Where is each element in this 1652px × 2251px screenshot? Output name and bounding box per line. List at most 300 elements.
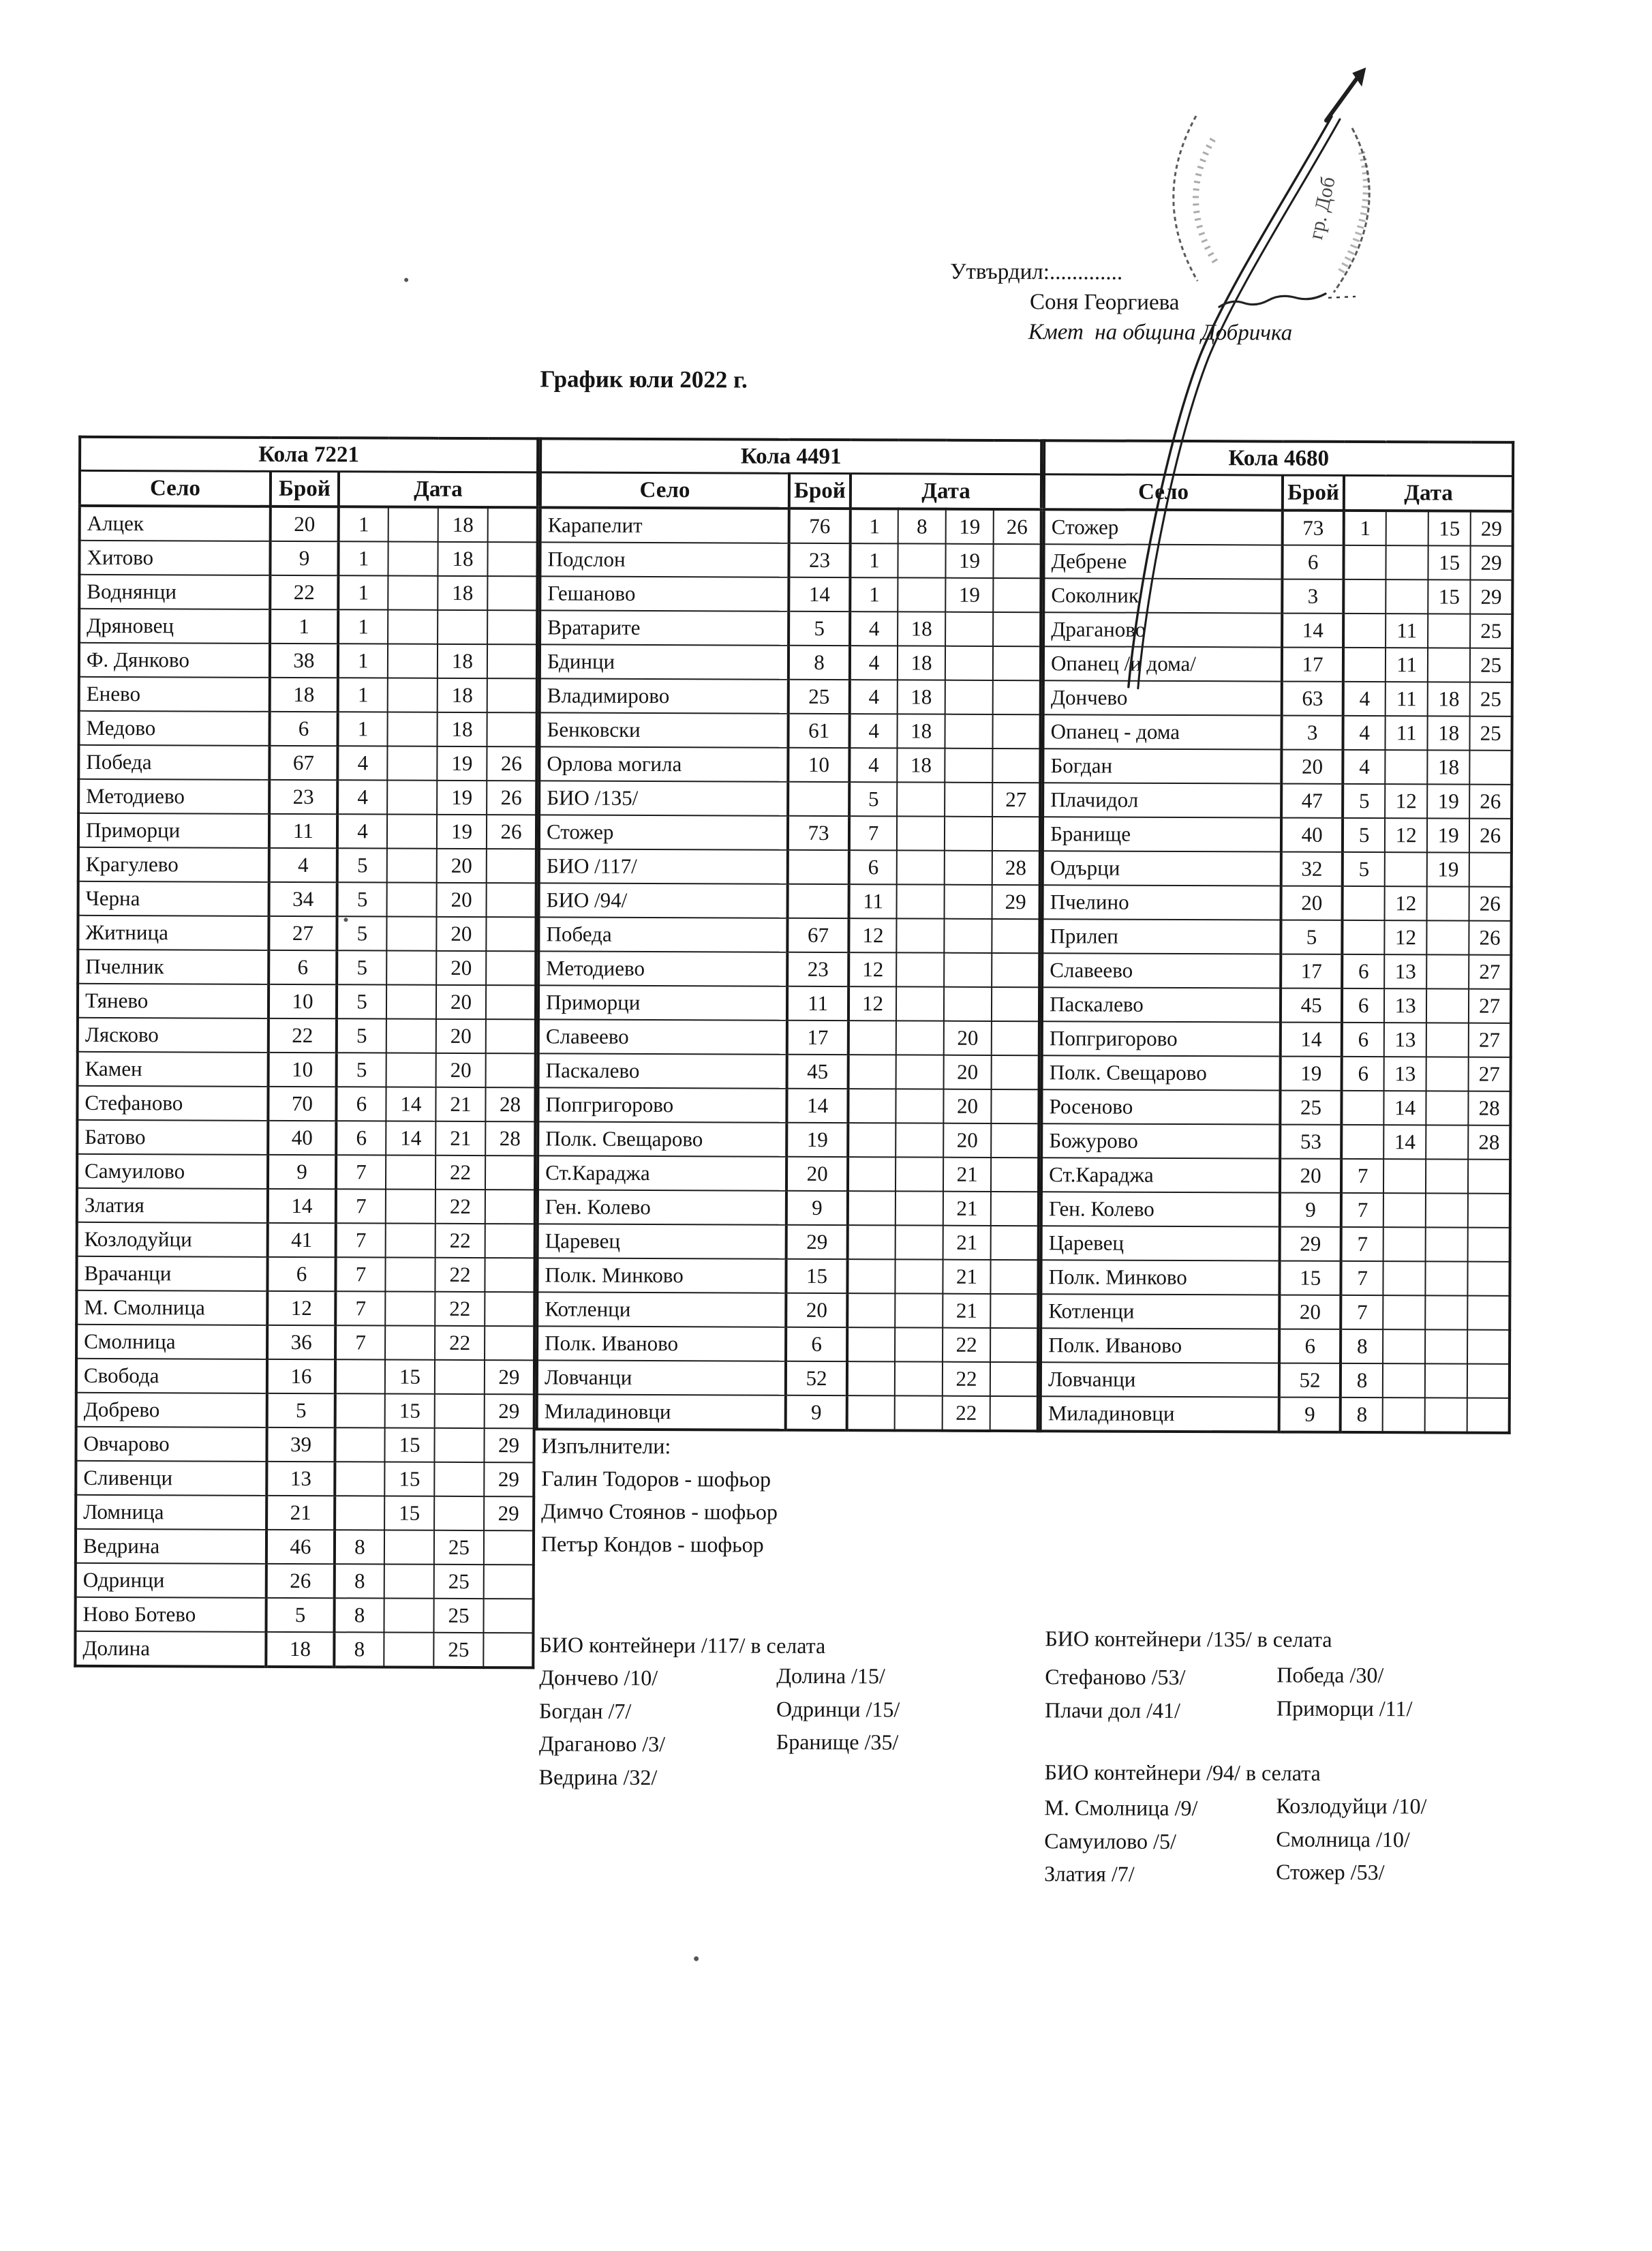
date-cell (485, 1292, 534, 1326)
col-header-count: Брой (1283, 475, 1344, 511)
village-cell: Карапелит (540, 507, 789, 543)
date-cell: 18 (1428, 716, 1470, 750)
date-cell: 25 (1470, 682, 1512, 716)
date-cell: 8 (334, 1632, 384, 1667)
count-cell: 17 (1281, 954, 1342, 988)
count-cell: 14 (786, 1089, 848, 1123)
count-cell: 53 (1280, 1125, 1341, 1159)
date-cell: 28 (485, 1087, 535, 1121)
village-cell: Тянево (78, 984, 269, 1018)
date-cell: 4 (850, 646, 898, 680)
date-cell: 7 (1341, 1159, 1383, 1193)
date-cell: 7 (335, 1257, 385, 1291)
date-cell (945, 714, 993, 749)
date-cell (1468, 1228, 1510, 1262)
count-cell: 67 (269, 746, 337, 780)
table-row (76, 1359, 534, 1395)
date-cell (386, 1019, 436, 1053)
count-cell: 9 (1280, 1193, 1341, 1227)
date-cell: 20 (436, 1019, 486, 1053)
pen-arrowhead (1352, 67, 1366, 87)
table-row (1041, 1362, 1510, 1398)
count-cell: 45 (787, 1055, 848, 1089)
date-cell (1428, 614, 1470, 648)
date-cell (990, 1362, 1038, 1396)
date-cell: 4 (850, 714, 898, 748)
count-cell: 5 (1281, 920, 1342, 954)
date-cell: 15 (384, 1496, 434, 1530)
table-row (79, 541, 537, 577)
date-cell (387, 746, 437, 781)
date-cell (896, 918, 944, 952)
count-cell: 70 (268, 1087, 336, 1121)
table-row (78, 779, 536, 815)
date-cell: 4 (337, 814, 387, 848)
table-car-title: Кола 4680 (1044, 440, 1513, 476)
table-row (1044, 509, 1513, 546)
table-row (76, 1393, 534, 1429)
date-cell: 1 (850, 577, 898, 611)
village-cell: Ломница (76, 1495, 266, 1530)
village-cell: Одърци (1043, 851, 1281, 886)
table-row (78, 1018, 536, 1054)
date-cell: 11 (1386, 716, 1428, 750)
bio-94-col2 (1276, 1789, 1426, 1889)
bio-135-col1 (1045, 1660, 1186, 1727)
list-item: М. Смолница /9/ (1044, 1795, 1198, 1821)
date-cell (1344, 545, 1386, 579)
date-cell (993, 646, 1041, 680)
table-row (1041, 1226, 1510, 1262)
date-cell (1426, 954, 1469, 988)
village-cell: Дончево (1043, 680, 1282, 715)
date-cell: 5 (1343, 852, 1385, 886)
village-cell: Сливенци (76, 1461, 266, 1496)
date-cell: 1 (338, 575, 388, 609)
count-cell: 20 (1281, 886, 1343, 920)
date-cell: 20 (436, 1053, 486, 1087)
date-cell (896, 1055, 944, 1089)
table-row (78, 950, 536, 986)
date-cell: 29 (485, 1394, 534, 1428)
count-cell: 11 (269, 814, 337, 848)
date-cell: 18 (898, 611, 945, 646)
date-cell: 27 (1469, 1023, 1511, 1057)
village-cell: Крагулево (78, 847, 269, 882)
count-cell: 1 (270, 609, 338, 644)
stamp-arc-left-inner (1195, 139, 1216, 262)
count-cell: 14 (268, 1189, 336, 1223)
list-item: Победа /30/ (1276, 1662, 1384, 1688)
list-item: Одринци /15/ (776, 1696, 900, 1721)
date-cell (1386, 545, 1428, 579)
date-cell: 18 (438, 644, 487, 678)
table-row (77, 1120, 535, 1156)
date-cell (1469, 751, 1512, 785)
date-cell: 6 (1342, 988, 1384, 1023)
list-item: Дончево /10/ (539, 1665, 658, 1691)
date-cell (484, 1565, 534, 1599)
count-cell: 63 (1282, 682, 1343, 716)
village-cell: Славеево (538, 1019, 787, 1054)
count-cell: 47 (1281, 784, 1343, 818)
date-cell (945, 851, 992, 885)
count-cell: 76 (789, 509, 851, 543)
count-cell (788, 850, 849, 884)
date-cell: 4 (337, 746, 387, 780)
date-cell (945, 885, 992, 919)
date-cell (387, 712, 437, 746)
count-cell: 40 (268, 1121, 336, 1155)
count-cell: 46 (266, 1530, 335, 1564)
table-row (538, 951, 1039, 987)
date-cell (388, 644, 438, 678)
date-cell (1467, 1330, 1510, 1364)
date-cell (896, 1089, 943, 1123)
date-cell: 8 (334, 1598, 384, 1632)
date-cell: 15 (1428, 579, 1470, 614)
date-cell: 18 (1427, 750, 1469, 784)
date-cell: 4 (1343, 716, 1386, 750)
date-cell: 8 (335, 1530, 384, 1564)
count-cell: 25 (789, 680, 850, 714)
date-cell (992, 749, 1040, 783)
date-cell (945, 646, 993, 680)
village-cell: Хитово (79, 541, 270, 575)
date-cell (897, 782, 945, 816)
date-cell (483, 1633, 533, 1667)
date-cell: 21 (943, 1226, 991, 1260)
village-cell: Ст.Караджа (538, 1155, 786, 1190)
count-cell: 17 (1282, 648, 1343, 682)
schedule-table-kola-7221 (74, 436, 539, 1670)
count-cell (788, 884, 849, 918)
date-cell: 1 (338, 644, 388, 678)
date-cell: 11 (1386, 682, 1428, 716)
list-item: Богдан /7/ (538, 1697, 632, 1723)
bio-117-col2 (776, 1659, 900, 1759)
date-cell (434, 1462, 484, 1496)
table-row (1042, 1021, 1511, 1057)
table-row (1043, 749, 1512, 785)
date-cell (945, 612, 993, 646)
date-cell (386, 951, 436, 985)
date-cell: 19 (1427, 784, 1469, 818)
list-item: Смолница /10/ (1276, 1826, 1410, 1852)
village-cell: Паскалево (538, 1053, 787, 1088)
table-row (1041, 1294, 1510, 1330)
date-cell: 8 (1341, 1398, 1383, 1432)
date-cell: 5 (1343, 784, 1385, 818)
table-row (538, 1121, 1039, 1158)
date-cell: 29 (484, 1462, 534, 1496)
col-header-date: Дата (851, 474, 1041, 510)
table-row (537, 1360, 1038, 1396)
date-cell (486, 951, 536, 985)
list-item: Петър Кондов - шофьор (540, 1531, 764, 1557)
col-header-village: Село (1044, 474, 1283, 511)
table-row (75, 1631, 533, 1668)
date-cell (1383, 1159, 1426, 1193)
count-cell: 9 (786, 1191, 848, 1225)
count-cell: 22 (270, 575, 338, 609)
village-cell: Долина (75, 1631, 266, 1667)
date-cell (1385, 852, 1427, 886)
table-row (76, 1495, 534, 1531)
table-row (539, 883, 1040, 919)
village-cell: Паскалево (1042, 987, 1281, 1022)
col-header-village: Село (80, 470, 271, 507)
date-cell (484, 1530, 534, 1565)
date-cell: 4 (849, 748, 897, 782)
list-item: Плачи дол /41/ (1044, 1697, 1180, 1723)
date-cell: 11 (849, 884, 897, 918)
date-cell: 7 (1341, 1227, 1383, 1261)
date-cell: 18 (898, 714, 945, 748)
date-cell: 4 (850, 611, 898, 646)
table-row (76, 1325, 534, 1361)
date-cell: 14 (386, 1087, 435, 1121)
village-cell: Плачидол (1043, 783, 1281, 817)
date-cell (1428, 648, 1470, 682)
date-cell (335, 1359, 385, 1393)
date-cell: 20 (436, 951, 486, 985)
date-cell: 7 (336, 1223, 386, 1257)
count-cell: 52 (786, 1361, 847, 1395)
date-cell (1341, 1091, 1383, 1125)
date-cell: 5 (337, 1053, 386, 1087)
date-cell (384, 1633, 433, 1667)
date-cell (848, 1157, 896, 1191)
table-row (77, 1222, 535, 1258)
date-cell: 7 (1341, 1295, 1383, 1329)
date-cell: 19 (945, 578, 993, 612)
table-row (1041, 1123, 1510, 1160)
date-cell (386, 1155, 435, 1190)
date-cell (1425, 1329, 1467, 1363)
date-cell: 26 (487, 815, 536, 849)
count-cell: 8 (789, 646, 850, 680)
count-cell: 6 (1283, 545, 1344, 579)
count-cell: 61 (789, 714, 850, 748)
count-cell: 20 (786, 1293, 847, 1327)
count-cell: 3 (1282, 579, 1343, 614)
date-cell: 19 (437, 746, 487, 781)
table-row (1043, 680, 1512, 716)
date-cell: 12 (848, 918, 896, 952)
table-row (1043, 783, 1512, 819)
date-cell: 14 (1383, 1091, 1426, 1125)
count-cell: 38 (270, 644, 338, 678)
village-cell: Добрево (76, 1393, 267, 1427)
date-cell (434, 1428, 484, 1462)
count-cell: 45 (1281, 988, 1342, 1023)
table-row (77, 1086, 535, 1122)
date-cell: 5 (337, 950, 386, 984)
date-cell: 1 (850, 543, 898, 577)
date-cell (335, 1496, 384, 1530)
date-cell: 5 (849, 782, 897, 816)
date-cell (897, 850, 945, 884)
date-cell (435, 1360, 485, 1394)
date-cell (993, 578, 1041, 612)
date-cell: 8 (1341, 1329, 1383, 1363)
table-row (538, 1019, 1039, 1055)
date-cell: 20 (943, 1123, 991, 1158)
count-cell: 11 (787, 986, 848, 1021)
date-cell: 5 (1343, 818, 1385, 852)
date-cell: 20 (437, 849, 487, 883)
village-cell: Котленци (1041, 1294, 1279, 1329)
date-cell: 1 (338, 678, 388, 712)
date-cell: 12 (848, 986, 896, 1021)
village-cell: Драганово (1043, 612, 1282, 647)
date-cell (1426, 1227, 1468, 1261)
date-cell (1383, 1193, 1426, 1227)
date-cell: 19 (437, 781, 487, 815)
list-item: Галин Тодоров - шофьор (541, 1466, 771, 1492)
village-cell: Бранище (1043, 817, 1281, 851)
date-cell: 25 (433, 1599, 483, 1633)
village-cell: Одринци (76, 1563, 266, 1598)
date-cell: 6 (336, 1087, 386, 1121)
village-cell: Свобода (76, 1359, 267, 1393)
date-cell (895, 1327, 943, 1361)
list-item: Бранище /35/ (776, 1729, 899, 1755)
approver-title: Кмет на община Добричка (1028, 320, 1293, 346)
date-cell: 7 (336, 1155, 386, 1189)
date-cell: 22 (435, 1190, 485, 1224)
village-cell: Опанец /и дома/ (1043, 646, 1282, 681)
date-cell (386, 985, 436, 1019)
date-cell (1383, 1329, 1425, 1363)
date-cell: 27 (1469, 1057, 1511, 1091)
date-cell (945, 680, 993, 714)
date-cell: 25 (1470, 648, 1512, 682)
table-row (78, 1052, 536, 1088)
count-cell: 20 (1281, 750, 1343, 784)
date-cell (1425, 1398, 1467, 1432)
count-cell: 3 (1282, 716, 1343, 750)
table-row (1043, 851, 1512, 887)
date-cell (992, 1021, 1039, 1055)
date-cell: 25 (434, 1530, 484, 1565)
bio-117-col1 (539, 1661, 666, 1794)
date-cell (486, 917, 536, 951)
date-cell: 20 (437, 883, 487, 917)
stamp-text: гр. Доб (1304, 175, 1340, 242)
village-cell: Попгригорово (1042, 1021, 1281, 1056)
date-cell (1426, 1057, 1469, 1091)
date-cell: 25 (434, 1565, 484, 1599)
date-cell: 19 (1427, 852, 1469, 886)
village-cell: Дебрене (1044, 544, 1283, 579)
date-cell: 15 (384, 1428, 434, 1462)
date-cell: 29 (992, 885, 1040, 919)
village-cell: Смолница (76, 1325, 267, 1359)
date-cell: 15 (385, 1394, 435, 1428)
village-cell: Енево (79, 677, 270, 712)
date-cell (992, 817, 1040, 851)
table-row (1042, 1055, 1511, 1091)
count-cell: 40 (1281, 818, 1343, 852)
date-cell (335, 1427, 384, 1462)
date-cell: 1 (1344, 511, 1386, 545)
signature-trail (1328, 297, 1356, 298)
table-row (76, 1563, 534, 1599)
date-cell (847, 1293, 895, 1327)
bio-135-title: БИО контейнери /135/ в селата (1045, 1626, 1332, 1652)
count-cell: 73 (788, 816, 849, 850)
date-cell (387, 815, 437, 849)
date-cell: 26 (1469, 785, 1512, 819)
date-cell (895, 1361, 943, 1395)
date-cell (992, 919, 1039, 953)
date-cell (387, 883, 437, 917)
date-cell: 21 (943, 1260, 990, 1294)
table-row (537, 1258, 1038, 1294)
date-cell (487, 644, 537, 678)
table-row (540, 712, 1041, 749)
date-cell: 1 (851, 509, 898, 543)
bio-94-col1 (1044, 1791, 1198, 1890)
table-row (78, 847, 536, 883)
date-cell (896, 1021, 944, 1055)
executors-title: Изпълнители: (541, 1433, 671, 1459)
count-cell: 20 (786, 1157, 848, 1191)
table-car-title: Кола 7221 (80, 437, 538, 472)
date-cell (385, 1292, 435, 1326)
table-row (540, 678, 1041, 714)
date-cell (1341, 1125, 1383, 1159)
date-cell: 12 (1385, 818, 1427, 852)
table-row (540, 644, 1041, 680)
date-cell (944, 953, 992, 987)
list-item: Ведрина /32/ (538, 1764, 658, 1789)
table-row (538, 1155, 1039, 1192)
count-cell: 26 (266, 1564, 335, 1598)
date-cell (990, 1294, 1038, 1328)
village-cell: Бдинци (540, 644, 789, 679)
date-cell (1425, 1363, 1467, 1398)
count-cell: 6 (1279, 1329, 1341, 1363)
table-body (537, 507, 1041, 1431)
date-cell: 22 (943, 1362, 990, 1396)
date-cell: 8 (335, 1564, 384, 1598)
village-cell: Методиево (78, 779, 269, 814)
date-cell: 22 (435, 1258, 485, 1292)
date-cell (1343, 579, 1386, 614)
village-cell: Гешаново (540, 576, 789, 611)
date-cell (1467, 1364, 1510, 1398)
village-cell: Черна (78, 881, 269, 916)
approve-label: Утвърдил:............. (950, 259, 1123, 285)
count-cell: 20 (1280, 1159, 1341, 1193)
date-cell (483, 1599, 533, 1633)
date-cell (896, 1157, 943, 1191)
date-cell (1467, 1398, 1510, 1433)
table-body (75, 506, 538, 1668)
schedule-table-kola-4491 (536, 437, 1043, 1432)
count-cell: 23 (269, 780, 337, 814)
date-cell (848, 1055, 896, 1089)
count-cell: 12 (267, 1291, 335, 1325)
date-cell (1342, 920, 1384, 954)
village-cell: Стожер (1044, 509, 1283, 545)
count-cell: 39 (266, 1427, 335, 1462)
date-cell (485, 1326, 534, 1360)
signature-squiggle (1219, 293, 1326, 307)
